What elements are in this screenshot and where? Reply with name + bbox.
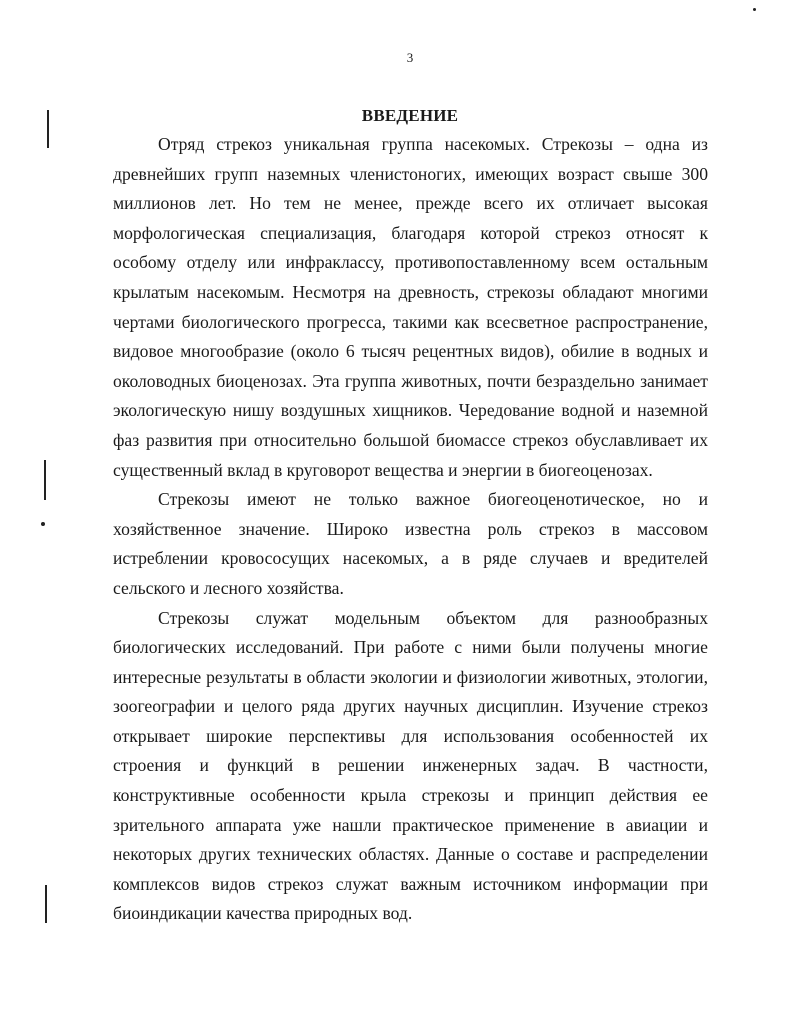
scan-mark-top xyxy=(47,110,49,148)
scan-dot-middle xyxy=(41,522,45,526)
paragraph-3: Стрекозы служат модельным объектом для разнообразных биологических исследований. При работе с ними были получены многие интересные результаты в области экологии и физиологии животных, этологии, зоогеографии и целого ряда других научных дисциплин. Изучение стрекоз открывает широкие перспективы для использования особенностей их строения и функций в решении инженерных задач. В частности, конструктивные особенности крыла стрекозы и принцип действия ее зрительного аппарата уже нашли практическое применение в авиации и некоторых других технических областях. Данные о составе и распределении комплексов видов стрекоз служат важным источником информации при биоиндикации качества природных вод. xyxy=(113,607,708,924)
page-number: 3 xyxy=(406,50,414,65)
scan-mark-bottom xyxy=(45,885,47,923)
body-text xyxy=(113,130,708,929)
paragraph-1: Отряд стрекоз уникальная группа насекомых. Стрекозы – одна из древнейших групп наземных членистоногих, имеющих возраст свыше 300 миллионов лет. Но тем не менее, прежде всего их отличает высокая морфологическая специализация, благодаря которой стрекоз относят к особому отделу или инфраклассу, противопоставленному всем остальным крылатым насекомым. Несмотря на древность, стрекозы обладают многими чертами биологического прогресса, такими как всесветное распространение, видовое многообразие (около 6 тысяч рецентных видов), обилие в водных и околоводных биоценозах. Эта группа животных, почти безраздельно занимает экологическую нишу воздушных хищников. Чередование водной и наземной фаз развития при относительно большой биомассе стрекоз обуславливает их существенный вклад в круговорот вещества и энергии в биогеоценозах. xyxy=(113,134,708,480)
scan-dot-corner xyxy=(753,8,756,11)
page-title: ВВЕДЕНИЕ xyxy=(361,106,459,125)
paragraph-2: Стрекозы имеют не только важное биогеоценотическое, но и хозяйственное значение. Широко известна роль стрекоз в массовом истреблении кровососущих насекомых, а в ряде случаев и вредителей сельского и лесного хозяйства. xyxy=(113,489,708,598)
scan-mark-middle xyxy=(44,460,46,500)
